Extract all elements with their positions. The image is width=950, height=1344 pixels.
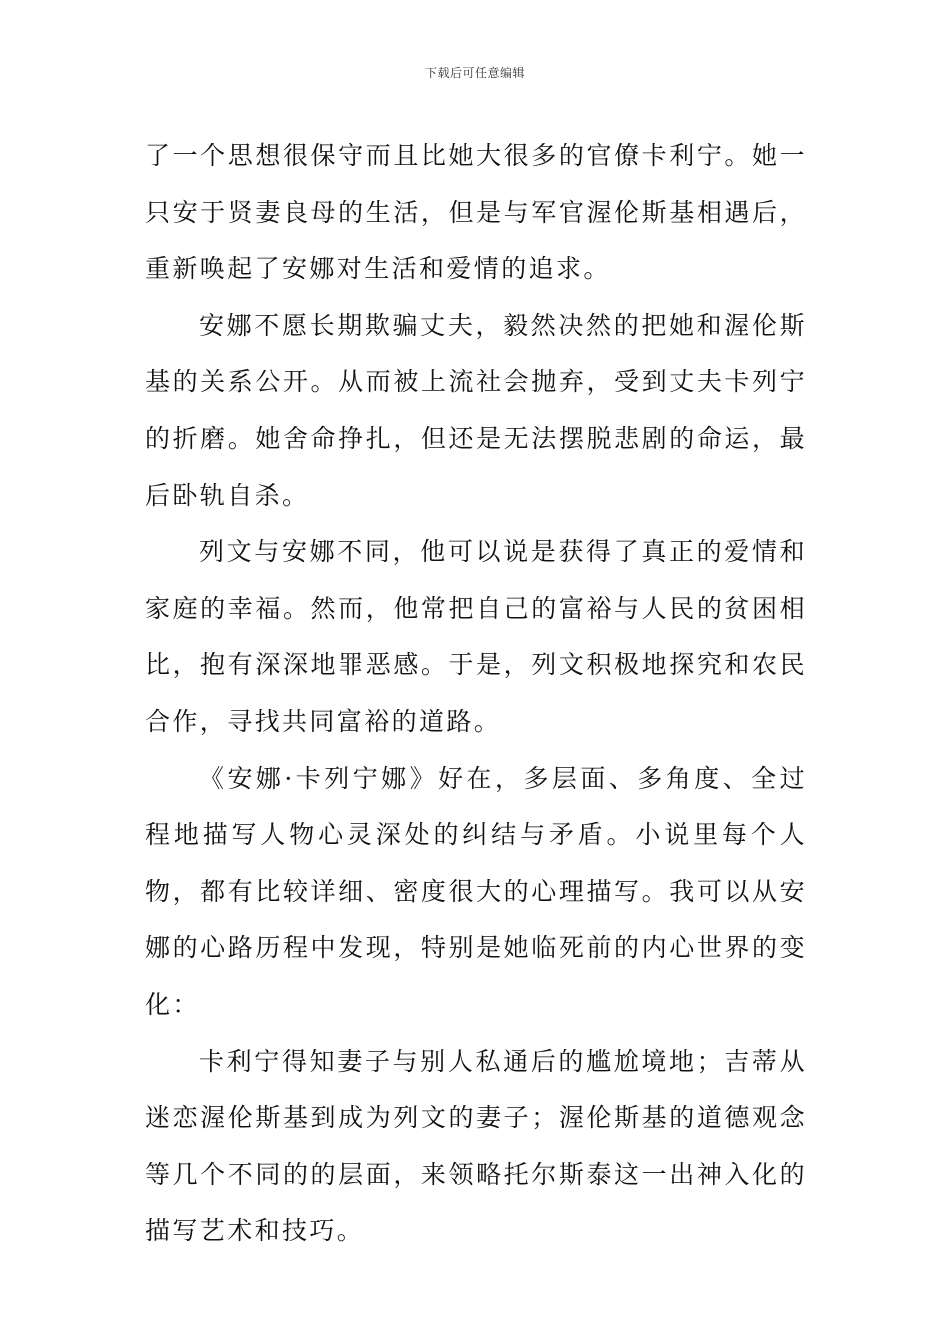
paragraph-levin: 列文与安娜不同，他可以说是获得了真正的爱情和家庭的幸福。然而，他常把自己的富裕与人民的贫困相比，抱有深深地罪恶感。于是，列文积极地探究和农民合作，寻找共同富裕的道路。 <box>145 537 807 736</box>
paragraph-novel-merits: 《安娜·卡列宁娜》好在，多层面、多角度、全过程地描写人物心灵深处的纠结与矛盾。小说里每个人物，都有比较详细、密度很大的心理描写。我可以从安娜的心路历程中发现，特别是她临死前的内心世界的变化： <box>145 763 807 1019</box>
paragraph-anna-deception: 安娜不愿长期欺骗丈夫，毅然决然的把她和渥伦斯基的关系公开。从而被上流社会抛弃，受到丈夫卡列宁的折磨。她舍命挣扎，但还是无法摆脱悲剧的命运，最后卧轨自杀。 <box>145 310 807 510</box>
document-body <box>145 128 807 1260</box>
paragraph-characters: 卡利宁得知妻子与别人私通后的尴尬境地；吉蒂从迷恋渥伦斯基到成为列文的妻子；渥伦斯基的道德观念等几个不同的的层面，来领略托尔斯泰这一出神入化的描写艺术和技巧。 <box>145 1046 807 1246</box>
paragraph-continuation: 了一个思想很保守而且比她大很多的官僚卡利宁。她一只安于贤妻良母的生活，但是与军官渥伦斯基相遇后，重新唤起了安娜对生活和爱情的追求。 <box>145 141 807 284</box>
header-note: 下载后可任意编辑 <box>424 66 525 80</box>
